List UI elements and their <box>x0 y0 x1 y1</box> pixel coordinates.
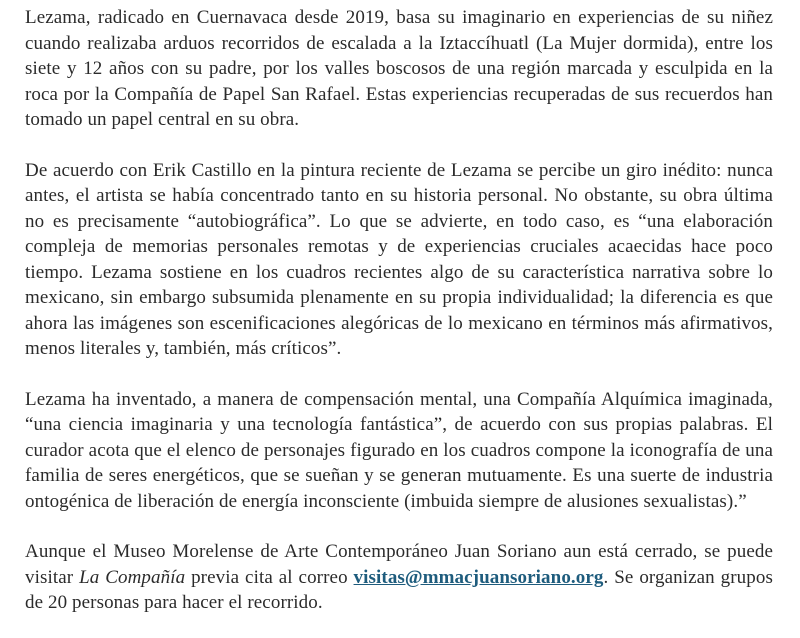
paragraph-text: previa cita al correo <box>185 566 354 588</box>
paragraph <box>25 5 773 133</box>
paragraph-text: . Se organizan grupos de 20 personas para hacer el recorrido. <box>25 566 773 613</box>
paragraph <box>25 387 773 515</box>
paragraph-text: De acuerdo con Erik Castillo en la pintura reciente de Lezama se percibe un giro inédito: nunca antes, el artista se había concentrado tanto en su historia personal. No obstante, su obra última no es precisamente “autobiográfica”. Lo que se advierte, en todo caso, es “una elaboración compleja de memorias personales remotas y de experiencias cruciales acaecidas hace poco tiempo. Lezama sostiene en los cuadros recientes algo de su característica narrativa sobre lo mexicano, sin embargo subsumida plenamente en su propia individualidad; la diferencia es que ahora las imágenes son escenificaciones alegóricas de lo mexicano en términos más afirmativos, menos literales y, también, más críticos”. <box>25 159 773 359</box>
paragraph-text: Lezama ha inventado, a manera de compensación mental, una Compañía Alquímica imaginada, “una ciencia imaginaria y una tecnología fantástica”, de acuerdo con sus propias palabras. El curador acota que el elenco de personajes figurado en los cuadros compone la iconografía de una familia de seres energéticos, que se sueñan y se generan mutuamente. Es una suerte de industria ontogénica de liberación de energía inconsciente (imbuida siempre de alusiones sexualistas).” <box>25 388 773 512</box>
paragraph <box>25 158 773 362</box>
paragraph <box>25 539 773 616</box>
italic-text: La Compañía <box>79 566 186 588</box>
paragraph-text: Lezama, radicado en Cuernavaca desde 2019, basa su imaginario en experiencias de su niñez cuando realizaba arduos recorridos de escalada a la Iztaccíhuatl (La Mujer dormida), entre los siete y 12 años con su padre, por los valles boscosos de una región marcada y esculpida en la roca por la Compañía de Papel San Rafael. Estas experiencias recuperadas de sus recuerdos han tomado un papel central en su obra. <box>25 7 773 130</box>
paragraph-text: Aunque el Museo Morelense de Arte Contemporáneo Juan Soriano aun está cerrado, se puede visitar <box>25 541 773 588</box>
email-link[interactable]: visitas@mmacjuansoriano.org <box>353 566 604 588</box>
